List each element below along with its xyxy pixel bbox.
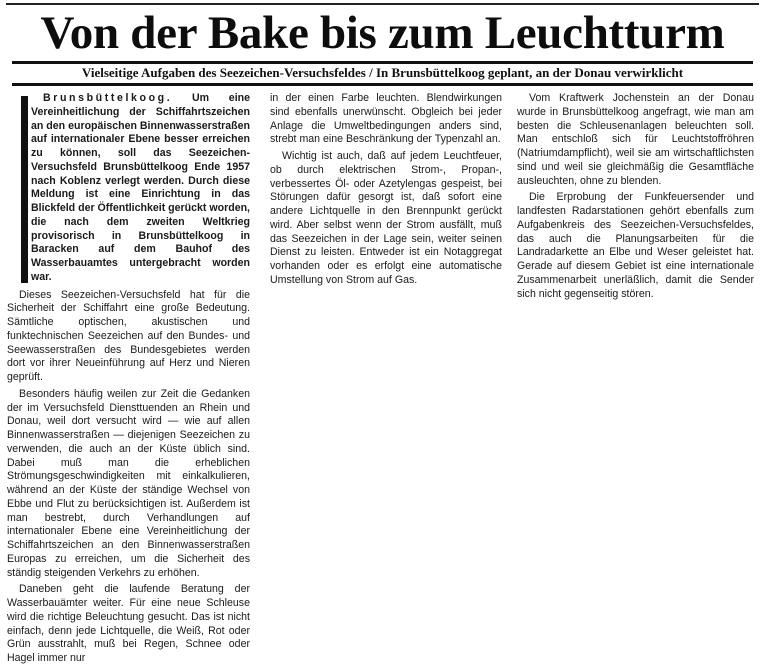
lede-paragraph: [31, 92, 250, 285]
column-2: [270, 92, 502, 291]
subtitle: Vielseitige Aufgaben des Seezeichen-Versuchsfeldes / In Brunsbüttelkoog geplant, an der Donau verwirklicht: [81, 65, 684, 80]
dateline: Brunsbüttelkoog.: [43, 92, 173, 104]
paragraph: Vom Kraftwerk Jochenstein an der Donau wurde in Brunsbüttelkoog angefragt, wie man am besten die Schleusenanlagen beleuchten soll. Man entschloß sich für Leuchtstoffröhren (Natriumdampflicht), weil sie am wirtschaftlichsten sind und weil sie gleichmäßig die Gesamtfläche ausleuchten, ohne zu blenden.: [517, 92, 754, 187]
paragraph: Dieses Seezeichen-Versuchsfeld hat für die Sicherheit der Schiffahrt eine große Bedeutung. Sämtliche optischen, akustischen und funktechnischen Seezeichen auf den Bundes- und Seewasserstraßen des Bundesgebietes werden dort vor ihrer Neueinführung auf Herz und Nieren geprüft.: [7, 288, 250, 383]
paragraph: Die Erprobung der Funkfeuersender und landfesten Radarstationen gehört ebenfalls zum Aufgabenkreis des Seezeichen-Versuchsfeldes, das auch die Planungsarbeiten für die Landradarkette an Elbe und Weser geleistet hat. Gerade auf diesem Gebiet ist eine internationale Zusammenarbeit unerläßlich, damit die Sender sich nicht gegenseitig stören.: [517, 191, 754, 300]
lede-text: Um eine Vereinheitlichung der Schiffahrtszeichen an den europäischen Binnenwasserstraßen auf internationaler Ebene besser erreichen zu können, soll das Seezeichen-Versuchsfeld Brunsbüttelkoog Ende 1957 nach Koblenz verlegt werden. Durch diese Meldung ist eine Einrichtung in das Blickfeld der Öffentlichkeit gerückt worden, die nach dem zweiten Weltkrieg provisorisch in Brunsbüttelkoog in Baracken auf dem Bauhof des Wasserbauamtes untergebracht worden war.: [31, 92, 251, 283]
paragraph: Besonders häufig weilen zur Zeit die Gedanken der im Versuchsfeld Diensttuenden an Rhein und Donau, weil dort versucht wird — wie auf allen Binnenwasserstraßen — diejenigen Seezeichen zu verwenden, die auch an der Küste üblich sind. Dabei muß man die erheblichen Strömungsgeschwindigkeiten mit einkalkulieren, während an der Küste der ständige Wechsel von Ebbe und Flut zu berücksichtigen ist. Außerdem ist man bestrebt, durch Verhandlungen auf internationaler Ebene eine Vereinheitlichung der Schiffahrtszeichen an den Binnenwasserstraßen Europas zu erreichen, um die Sicherheit des ständig steigenden Verkehrs zu erhöhen.: [7, 387, 250, 579]
paragraph: Daneben geht die laufende Beratung der Wasserbauämter weiter. Für eine neue Schleuse wird die richtige Beleuchtung gesucht. Das ist nicht einfach, denn jede Lichtquelle, die Weiß, Rot oder Grün ausstrahlt, muß bei Regen, Schnee oder Hagel immer nur: [7, 583, 250, 664]
top-rule: [6, 3, 759, 5]
headline: Von der Bake bis zum Leuchtturm: [40, 7, 725, 59]
lede-bar: [21, 96, 28, 283]
column-1: [7, 92, 250, 669]
column-3: [517, 92, 754, 304]
lede-block: [7, 92, 250, 285]
subtitle-rule: [12, 83, 753, 86]
paragraph: in der einen Farbe leuchten. Blendwirkungen sind ebenfalls unerwünscht. Obgleich bei jeder Anlage die Umweltbedingungen anders sind, strebt man eine Beschränkung der Typenzahl an.: [270, 92, 502, 146]
paragraph: Wichtig ist auch, daß auf jedem Leuchtfeuer, ob durch elektrischen Strom-, Propan-, verbessertes Öl- oder Azetylengas gespeist, bei Störungen dafür gesorgt ist, daß sofort eine andere Lichtquelle in den Brennpunkt gerückt wird. Aber selbst wenn der Strom ausfällt, muß das Seezeichen in der Lage sein, weiter seinen Dienst zu leisten. Entweder ist ein Notaggregat vorhanden oder es erfolgt eine automatische Umstellung von Strom auf Gas.: [270, 150, 502, 286]
